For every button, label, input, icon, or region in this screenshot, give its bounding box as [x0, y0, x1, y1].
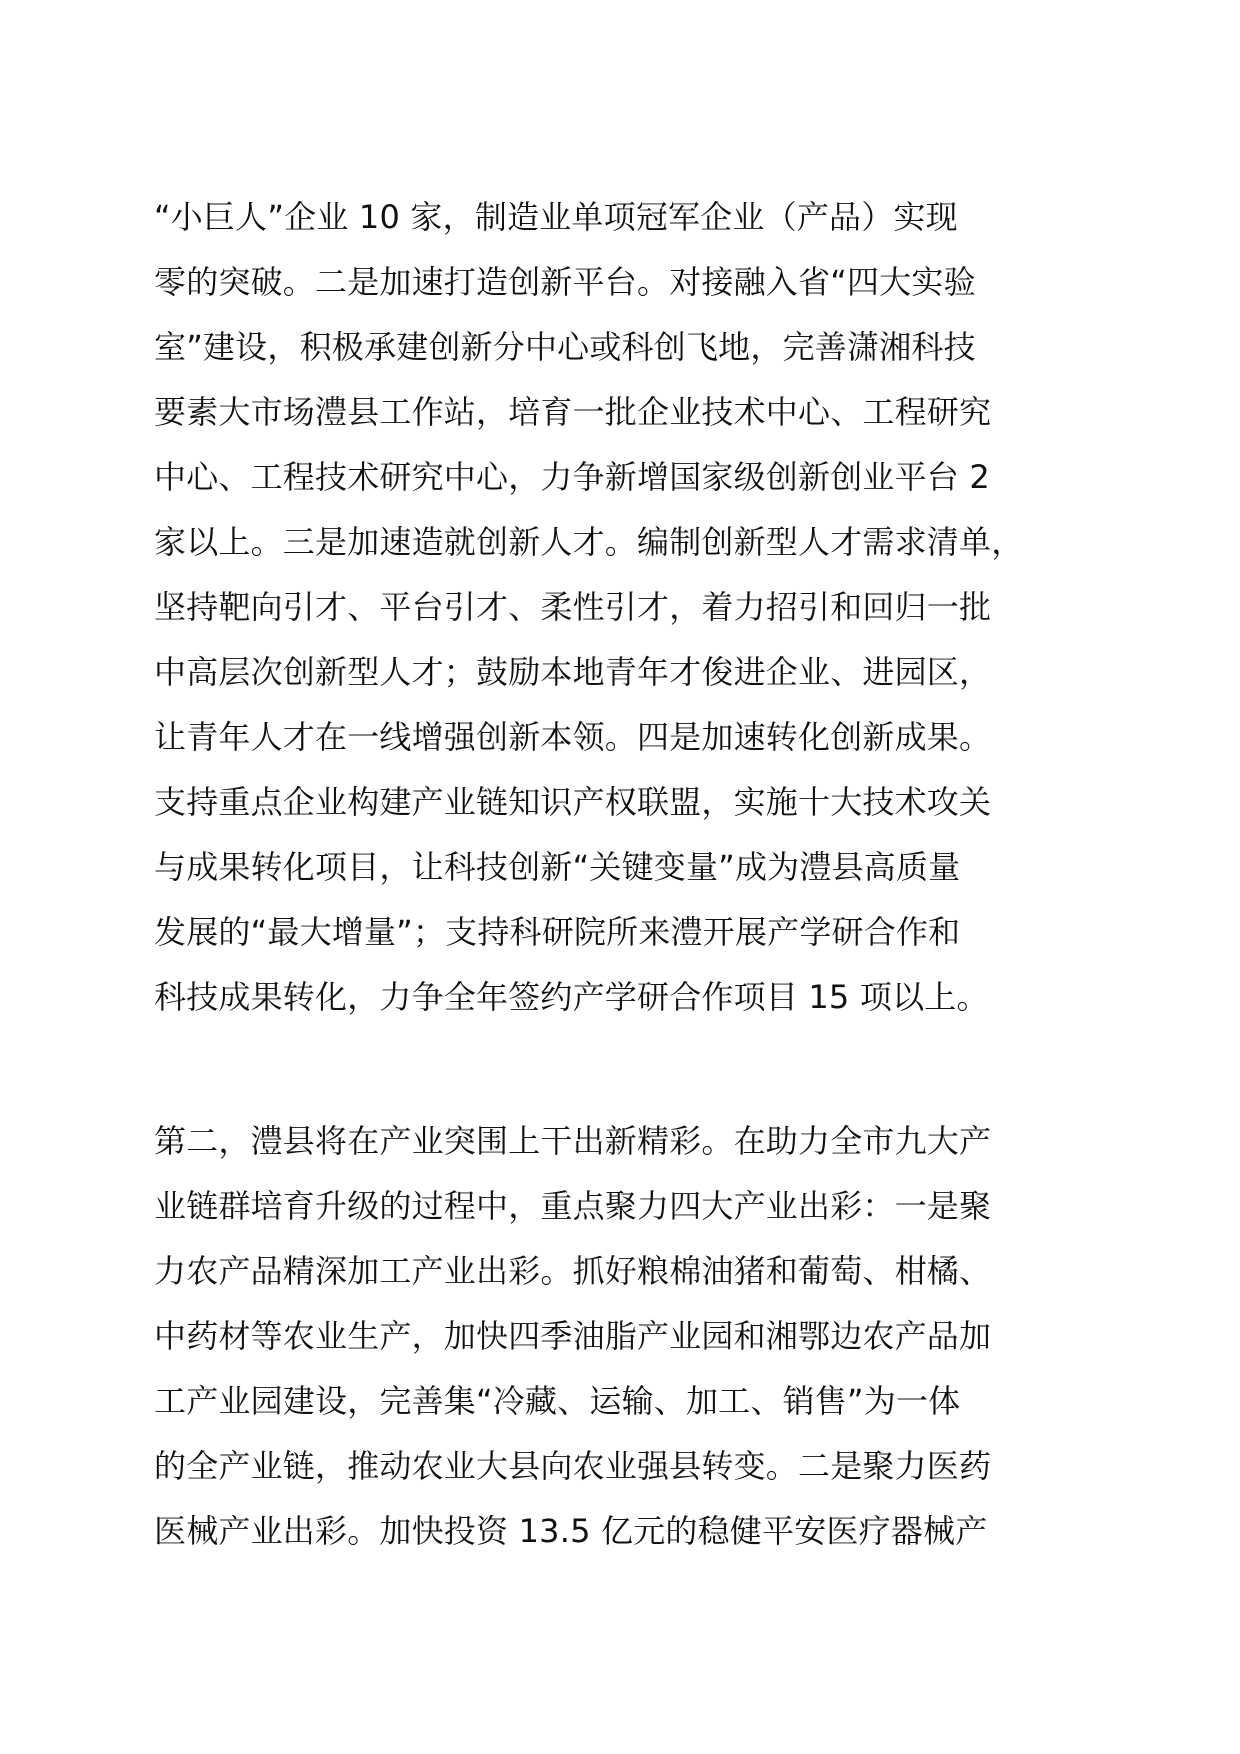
text-line: 家以上。三是加速造就创新人才。编制创新型人才需求清单， — [154, 523, 1024, 561]
text-line: 与成果转化项目，让科技创新“关键变量”成为澧县高质量 — [154, 848, 961, 886]
text-line: 力农产品精深加工产业出彩。抓好粮棉油猪和葡萄、柑橘、 — [154, 1252, 992, 1290]
text-line: 发展的“最大增量”；支持科研院所来澧开展产学研合作和 — [154, 913, 961, 951]
text-line: 室”建设，积极承建创新分中心或科创飞地，完善潇湘科技 — [154, 328, 976, 366]
text-line: 支持重点企业构建产业链知识产权联盟，实施十大技术攻关 — [154, 783, 992, 821]
paragraph-1 — [154, 185, 1084, 1030]
text-line: 医械产业出彩。加快投资 13.5 亿元的稳健平安医疗器械产 — [154, 1512, 988, 1550]
text-line: 工产业园建设，完善集“冷藏、运输、加工、销售”为一体 — [154, 1382, 961, 1420]
text-line: 中心、工程技术研究中心，力争新增国家级创新创业平台 2 — [154, 458, 990, 496]
text-line: 让青年人才在一线增强创新本领。四是加速转化创新成果。 — [154, 718, 992, 756]
paragraph-2 — [154, 1109, 1084, 1564]
text-line: “小巨人”企业 10 家，制造业单项冠军企业（产品）实现 — [154, 198, 958, 236]
text-line: 零的突破。二是加速打造创新平台。对接融入省“四大实验 — [154, 263, 976, 301]
text-line: 科技成果转化，力争全年签约产学研合作项目 15 项以上。 — [154, 978, 989, 1016]
text-line: 第二，澧县将在产业突围上干出新精彩。在助力全市九大产 — [154, 1122, 992, 1160]
text-line: 要素大市场澧县工作站，培育一批企业技术中心、工程研究 — [154, 393, 992, 431]
text-line: 坚持靶向引才、平台引才、柔性引才，着力招引和回归一批 — [154, 588, 992, 626]
document-body — [154, 185, 1084, 1564]
text-line: 业链群培育升级的过程中，重点聚力四大产业出彩：一是聚 — [154, 1187, 992, 1225]
text-line: 的全产业链，推动农业大县向农业强县转变。二是聚力医药 — [154, 1447, 992, 1485]
paragraph-spacer — [154, 1030, 1084, 1109]
text-line: 中高层次创新型人才；鼓励本地青年才俊进企业、进园区， — [154, 653, 992, 691]
text-line: 中药材等农业生产，加快四季油脂产业园和湘鄂边农产品加 — [154, 1317, 992, 1355]
